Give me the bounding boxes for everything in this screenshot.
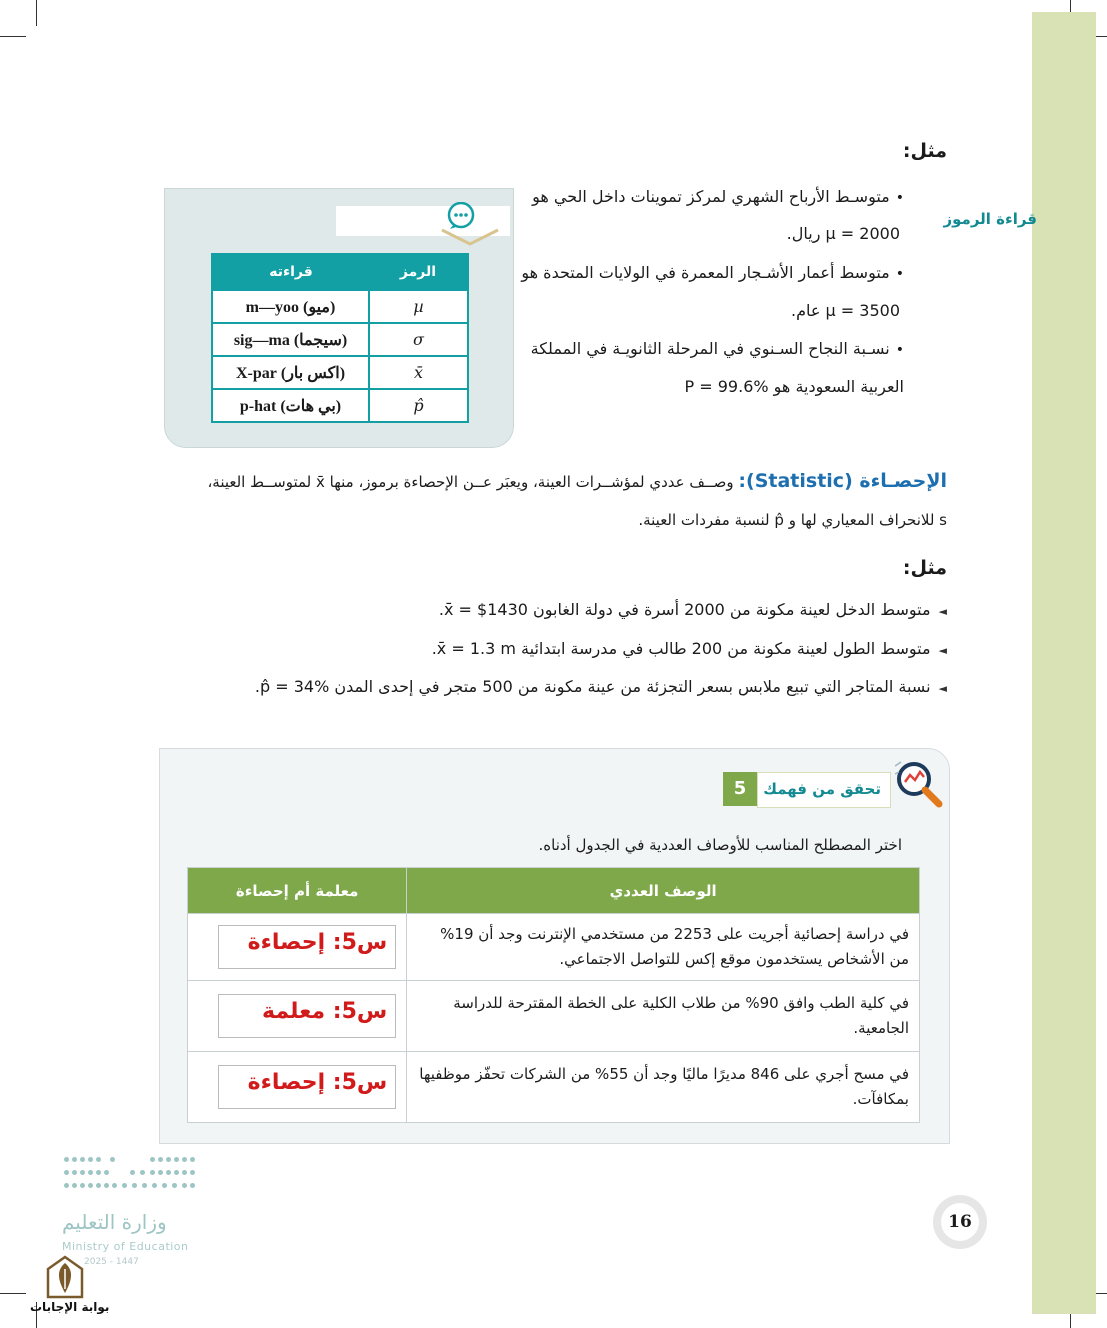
logo-dot xyxy=(190,1183,195,1188)
logo-dot xyxy=(88,1183,93,1188)
side-band xyxy=(1032,12,1096,1314)
logo-dot xyxy=(80,1157,85,1162)
tab-pointer-icon xyxy=(440,228,500,248)
logo-dot xyxy=(96,1183,101,1188)
logo-dot xyxy=(104,1183,109,1188)
description-cell: في دراسة إحصائية أجريت على 2253 من مستخدمي الإنترنت وجد أن 19% من الأشخاص يستخدمون موقع إكس للتواصل الاجتماعي. xyxy=(407,914,920,981)
logo-dot xyxy=(158,1170,163,1175)
check-header-answer: معلمة أم إحصاءة xyxy=(188,868,407,914)
logo-dot xyxy=(112,1183,117,1188)
symbols-table xyxy=(211,253,469,423)
table-row xyxy=(188,1052,920,1123)
symbols-header-reading: قراءته xyxy=(212,254,369,290)
answer-text: س5: معلمة xyxy=(262,999,388,1024)
answer-cell xyxy=(188,981,407,1052)
example2-heading: مثل: xyxy=(902,557,947,579)
logo-dot xyxy=(172,1183,177,1188)
symbol-cell: p̂ xyxy=(369,389,468,422)
portal-logo-icon xyxy=(44,1255,86,1299)
logo-dot xyxy=(152,1183,157,1188)
logo-dot xyxy=(130,1170,135,1175)
answer-box[interactable] xyxy=(218,1065,396,1109)
answer-box[interactable] xyxy=(218,925,396,969)
logo-dot xyxy=(140,1170,145,1175)
check-instruction: اختر المصطلح المناسب للأوصاف العددية في الجدول أدناه. xyxy=(538,836,902,854)
logo-dot xyxy=(80,1170,85,1175)
logo-dot xyxy=(72,1170,77,1175)
logo-dot xyxy=(110,1157,115,1162)
logo-dot xyxy=(174,1157,179,1162)
answer-text: س5: إحصاءة xyxy=(247,930,388,955)
reading-cell: (اكس بار) X-par xyxy=(212,356,369,389)
example2-bullet-1: ◄متوسط الدخل لعينة مكونة من 2000 أسرة في دولة الغابون 1430$ = x̄. xyxy=(438,600,947,619)
logo-dot xyxy=(88,1157,93,1162)
logo-dot xyxy=(142,1183,147,1188)
logo-dot xyxy=(122,1183,127,1188)
page-number: 16 xyxy=(941,1203,979,1241)
definition-line-2: s للانحراف المعياري لها و p̂ لنسبة مفردات العينة. xyxy=(638,511,947,529)
symbols-title: قراءة الرموز xyxy=(943,210,1037,228)
definition-line-1: الإحصـاءة (Statistic): وصــف عددي لمؤشــرات العينة، ويعبَر عــن الإحصاءة برموز، منها x̄ لمتوســط العينة، xyxy=(207,470,947,492)
symbols-row xyxy=(212,290,468,323)
check-title: تحقق من فهمك xyxy=(763,780,881,798)
answer-box[interactable] xyxy=(218,994,396,1038)
logo-dot xyxy=(80,1183,85,1188)
ministry-name-arabic: وزارة التعليم xyxy=(62,1210,167,1234)
magnifier-icon xyxy=(895,760,945,810)
ministry-name-english: Ministry of Education xyxy=(62,1240,189,1253)
symbols-row xyxy=(212,389,468,422)
description-cell: في مسح أجري على 846 مديرًا ماليًا وجد أن 55% من الشركات تحفّز موظفيها بمكافآت. xyxy=(407,1052,920,1123)
logo-dot xyxy=(96,1170,101,1175)
speech-bubble-icon xyxy=(446,202,476,230)
symbols-row xyxy=(212,323,468,356)
logo-dot xyxy=(162,1183,167,1188)
definition-term: الإحصـاءة (Statistic): xyxy=(738,470,947,492)
logo-dot xyxy=(150,1157,155,1162)
logo-dot xyxy=(190,1157,195,1162)
logo-dot xyxy=(88,1170,93,1175)
example1-heading: مثل: xyxy=(902,140,947,162)
check-header-description: الوصف العددي xyxy=(407,868,920,914)
logo-dot xyxy=(166,1157,171,1162)
symbols-row xyxy=(212,356,468,389)
example1-bullet-1-formula: µ = 2000 ريال. xyxy=(786,224,900,243)
check-number: 5 xyxy=(723,772,757,806)
answer-cell xyxy=(188,1052,407,1123)
reading-cell: (سيجما) sig—ma xyxy=(212,323,369,356)
example1-bullet-3: •نسـبة النجاح السـنوي في المرحلة الثانويـة في المملكة xyxy=(530,339,904,358)
logo-dot xyxy=(104,1170,109,1175)
logo-dot xyxy=(72,1157,77,1162)
table-row xyxy=(188,981,920,1052)
logo-dot xyxy=(182,1170,187,1175)
logo-dot xyxy=(150,1170,155,1175)
description-cell: في كلية الطب وافق 90% من طلاب الكلية على الخطة المقترحة للدراسة الجامعية. xyxy=(407,981,920,1052)
portal-name: بوابة الإجابات xyxy=(30,1300,110,1314)
example1-bullet-1: •متوسـط الأرباح الشهري لمركز تموينات داخل الحي هو xyxy=(532,187,904,206)
logo-dot xyxy=(64,1157,69,1162)
logo-dot xyxy=(190,1170,195,1175)
answer-cell xyxy=(188,914,407,981)
ministry-year: 2025 - 1447 xyxy=(84,1257,139,1267)
reading-cell: (ميو) m—yoo xyxy=(212,290,369,323)
logo-dot xyxy=(64,1183,69,1188)
logo-dot xyxy=(182,1183,187,1188)
reading-cell: (بي هات) p-hat xyxy=(212,389,369,422)
symbol-cell: µ xyxy=(369,290,468,323)
check-table xyxy=(187,867,920,1123)
example1-bullet-3-formula: العربية السعودية هو P = 99.6% xyxy=(684,377,904,396)
logo-dot xyxy=(182,1157,187,1162)
logo-dot xyxy=(96,1157,101,1162)
symbol-cell: x̄ xyxy=(369,356,468,389)
example2-bullet-2: ◄متوسط الطول لعينة مكونة من 200 طالب في مدرسة ابتدائية x̄ = 1.3 m. xyxy=(431,639,947,658)
logo-dot xyxy=(166,1170,171,1175)
logo-dot xyxy=(132,1183,137,1188)
logo-dot xyxy=(174,1170,179,1175)
example1-bullet-2: •متوسط أعمار الأشـجار المعمرة في الولايات المتحدة هو xyxy=(521,263,904,282)
logo-dot xyxy=(64,1170,69,1175)
example2-bullet-3: ◄نسبة المتاجر التي تبيع ملابس بسعر التجزئة من عينة مكونة من 500 متجر في إحدى المدن p̂ = 34%. xyxy=(254,677,947,696)
symbols-header-symbol: الرمز xyxy=(369,254,468,290)
table-row xyxy=(188,914,920,981)
answer-text: س5: إحصاءة xyxy=(247,1070,388,1095)
logo-dot xyxy=(72,1183,77,1188)
logo-dot xyxy=(158,1157,163,1162)
example1-bullet-2-formula: µ = 3500 عام. xyxy=(791,301,900,320)
symbol-cell: σ xyxy=(369,323,468,356)
